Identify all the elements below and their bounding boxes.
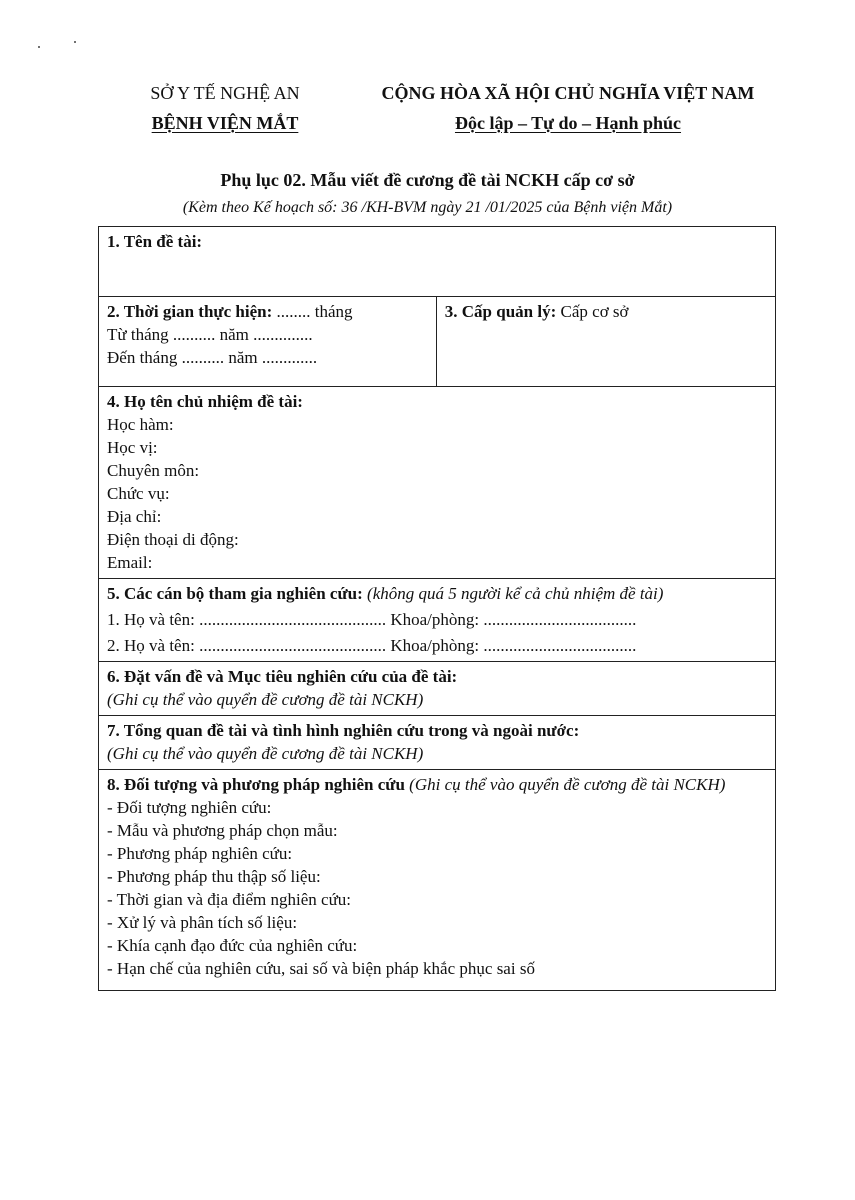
section-4-cell (99, 387, 776, 579)
participant-row: 1. Họ và tên: ............................................ Khoa/phòng: .................................... (107, 610, 637, 629)
section-1-row (99, 227, 776, 297)
address-field: Địa chỉ: (107, 507, 162, 526)
research-method-item: - Phương pháp nghiên cứu: (107, 844, 293, 863)
ethics-item: - Khía cạnh đạo đức của nghiên cứu: (107, 936, 358, 955)
section-7-cell (99, 716, 776, 770)
section-8-heading: 8. Đối tượng và phương pháp nghiên cứu (107, 775, 405, 794)
section-2-3-row (99, 297, 776, 387)
national-motto (358, 78, 778, 138)
section-5-row (99, 579, 776, 662)
specialty-field: Chuyên môn: (107, 461, 200, 480)
document-header (0, 78, 855, 138)
section-7-row (99, 716, 776, 770)
section-4-row (99, 387, 776, 579)
motto: Độc lập – Tự do – Hạnh phúc (454, 113, 682, 133)
section-8-cell (99, 770, 776, 991)
end-date-field: Đến tháng .......... năm ............. (107, 348, 318, 367)
section-1-cell (99, 227, 776, 297)
duration-months-field: ........ tháng (272, 302, 353, 321)
section-7-heading: 7. Tổng quan đề tài và tình hình nghiên cứu trong và ngoài nước: (107, 721, 580, 740)
section-8-note: (Ghi cụ thể vào quyển đề cương đề tài NCKH) (404, 775, 726, 794)
hospital-name: BỆNH VIỆN MẮT (151, 113, 299, 133)
section-8-row (99, 770, 776, 991)
scan-speck (74, 41, 76, 43)
data-collection-item: - Phương pháp thu thập số liệu: (107, 867, 321, 886)
section-6-note: (Ghi cụ thể vào quyển đề cương đề tài NCKH) (107, 690, 424, 709)
issuing-organization (120, 78, 330, 138)
degree-field: Học vị: (107, 438, 158, 457)
section-4-heading: 4. Họ tên chủ nhiệm đề tài: (107, 392, 303, 411)
sampling-item: - Mẫu và phương pháp chọn mẫu: (107, 821, 338, 840)
management-level-value: Cấp cơ sở (556, 302, 629, 321)
data-analysis-item: - Xử lý và phân tích số liệu: (107, 913, 298, 932)
section-6-row (99, 662, 776, 716)
proposal-form-table (98, 226, 776, 991)
section-1-heading: 1. Tên đề tài: (107, 232, 203, 251)
department-name: SỞ Y TẾ NGHỆ AN (150, 83, 300, 103)
academic-title-field: Học hàm: (107, 415, 174, 434)
research-subjects-item: - Đối tượng nghiên cứu: (107, 798, 272, 817)
section-6-heading: 6. Đặt vấn đề và Mục tiêu nghiên cứu của đề tài: (107, 667, 458, 686)
section-5-note: (không quá 5 người kể cả chủ nhiệm đề tài) (362, 584, 664, 603)
section-3-heading: 3. Cấp quản lý: (444, 302, 557, 321)
limitations-item: - Hạn chế của nghiên cứu, sai số và biện pháp khắc phục sai số (107, 959, 535, 978)
section-2-cell (99, 297, 437, 387)
page-title: Phụ lục 02. Mẫu viết đề cương đề tài NCKH cấp cơ sở (220, 170, 635, 190)
section-7-note: (Ghi cụ thể vào quyển đề cương đề tài NCKH) (107, 744, 424, 763)
page-subtitle: (Kèm theo Kế hoạch số: 36 /KH-BVM ngày 21 /01/2025 của Bệnh viện Mắt) (182, 199, 673, 216)
section-5-cell (99, 579, 776, 662)
section-6-cell (99, 662, 776, 716)
start-date-field: Từ tháng .......... năm .............. (107, 325, 313, 344)
section-5-heading: 5. Các cán bộ tham gia nghiên cứu: (107, 584, 363, 603)
section-2-heading: 2. Thời gian thực hiện: (107, 302, 273, 321)
mobile-phone-field: Điện thoại di động: (107, 530, 239, 549)
position-field: Chức vụ: (107, 484, 170, 503)
time-place-item: - Thời gian và địa điểm nghiên cứu: (107, 890, 352, 909)
participant-row: 2. Họ và tên: ............................................ Khoa/phòng: .................................... (107, 636, 637, 655)
email-field: Email: (107, 553, 153, 572)
country-name: CỘNG HÒA XÃ HỘI CHỦ NGHĨA VIỆT NAM (381, 83, 755, 103)
scan-speck (38, 46, 40, 48)
section-3-cell (436, 297, 775, 387)
